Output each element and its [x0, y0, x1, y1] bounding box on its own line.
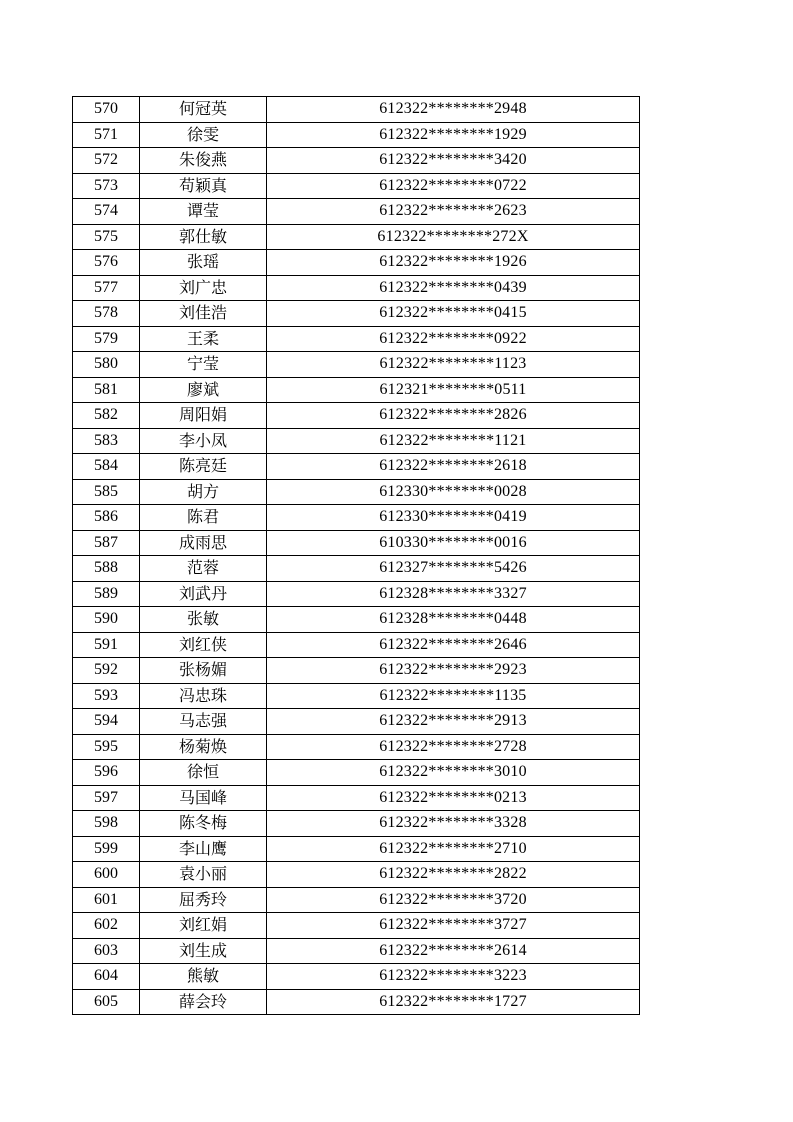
id-number-cell: 612322********2623: [267, 199, 640, 225]
id-number-cell: 612322********1135: [267, 683, 640, 709]
id-number-cell: 612322********2614: [267, 938, 640, 964]
name-cell: 何冠英: [140, 97, 267, 123]
row-number-cell: 588: [73, 556, 140, 582]
table-row: [73, 326, 640, 352]
id-number-cell: 612322********2923: [267, 658, 640, 684]
name-cell: 徐恒: [140, 760, 267, 786]
id-number-cell: 612322********2948: [267, 97, 640, 123]
id-number-cell: 612322********2822: [267, 862, 640, 888]
table-row: [73, 989, 640, 1015]
row-number-cell: 604: [73, 964, 140, 990]
table-row: [73, 811, 640, 837]
name-cell: 刘红侠: [140, 632, 267, 658]
id-number-cell: 612322********0415: [267, 301, 640, 327]
id-number-cell: 612322********2826: [267, 403, 640, 429]
table-row: [73, 403, 640, 429]
row-number-cell: 584: [73, 454, 140, 480]
name-cell: 苟颖真: [140, 173, 267, 199]
row-number-cell: 600: [73, 862, 140, 888]
table-row: [73, 352, 640, 378]
table-row: [73, 938, 640, 964]
table-row: [73, 505, 640, 531]
row-number-cell: 581: [73, 377, 140, 403]
id-number-cell: 612322********1926: [267, 250, 640, 276]
name-cell: 马国峰: [140, 785, 267, 811]
table-row: [73, 785, 640, 811]
id-number-cell: 612322********3328: [267, 811, 640, 837]
id-number-cell: 612321********0511: [267, 377, 640, 403]
row-number-cell: 602: [73, 913, 140, 939]
name-cell: 李小凤: [140, 428, 267, 454]
table-row: [73, 836, 640, 862]
table-row: [73, 887, 640, 913]
row-number-cell: 577: [73, 275, 140, 301]
table-row: [73, 530, 640, 556]
name-cell: 朱俊燕: [140, 148, 267, 174]
name-cell: 胡方: [140, 479, 267, 505]
name-cell: 范蓉: [140, 556, 267, 582]
id-number-cell: 612322********1727: [267, 989, 640, 1015]
row-number-cell: 599: [73, 836, 140, 862]
id-number-cell: 612322********0922: [267, 326, 640, 352]
table-row: [73, 760, 640, 786]
name-cell: 杨菊焕: [140, 734, 267, 760]
id-number-cell: 612330********0419: [267, 505, 640, 531]
table-row: [73, 581, 640, 607]
table-row: [73, 479, 640, 505]
name-cell: 陈君: [140, 505, 267, 531]
name-cell: 王柔: [140, 326, 267, 352]
name-cell: 郭仕敏: [140, 224, 267, 250]
row-number-cell: 595: [73, 734, 140, 760]
table-row: [73, 632, 640, 658]
row-number-cell: 593: [73, 683, 140, 709]
row-number-cell: 575: [73, 224, 140, 250]
row-number-cell: 570: [73, 97, 140, 123]
table-row: [73, 301, 640, 327]
id-number-cell: 612322********1121: [267, 428, 640, 454]
row-number-cell: 573: [73, 173, 140, 199]
name-cell: 成雨思: [140, 530, 267, 556]
roster-sheet: [72, 96, 640, 1015]
row-number-cell: 603: [73, 938, 140, 964]
id-number-cell: 612322********3223: [267, 964, 640, 990]
id-number-cell: 612322********0722: [267, 173, 640, 199]
row-number-cell: 587: [73, 530, 140, 556]
row-number-cell: 571: [73, 122, 140, 148]
name-cell: 刘广忠: [140, 275, 267, 301]
id-number-cell: 612322********3720: [267, 887, 640, 913]
name-cell: 宁莹: [140, 352, 267, 378]
row-number-cell: 572: [73, 148, 140, 174]
row-number-cell: 596: [73, 760, 140, 786]
row-number-cell: 594: [73, 709, 140, 735]
row-number-cell: 582: [73, 403, 140, 429]
id-number-cell: 612322********0213: [267, 785, 640, 811]
row-number-cell: 598: [73, 811, 140, 837]
id-number-cell: 612322********1929: [267, 122, 640, 148]
row-number-cell: 580: [73, 352, 140, 378]
row-number-cell: 578: [73, 301, 140, 327]
name-cell: 谭莹: [140, 199, 267, 225]
id-number-cell: 612322********2618: [267, 454, 640, 480]
row-number-cell: 589: [73, 581, 140, 607]
table-row: [73, 224, 640, 250]
table-row: [73, 964, 640, 990]
row-number-cell: 576: [73, 250, 140, 276]
row-number-cell: 601: [73, 887, 140, 913]
table-row: [73, 275, 640, 301]
table-row: [73, 122, 640, 148]
table-row: [73, 377, 640, 403]
name-cell: 薛会玲: [140, 989, 267, 1015]
name-cell: 刘生成: [140, 938, 267, 964]
table-row: [73, 556, 640, 582]
name-cell: 陈亮廷: [140, 454, 267, 480]
name-cell: 廖斌: [140, 377, 267, 403]
name-cell: 张杨媚: [140, 658, 267, 684]
row-number-cell: 592: [73, 658, 140, 684]
name-cell: 冯忠珠: [140, 683, 267, 709]
id-number-cell: 612322********2710: [267, 836, 640, 862]
table-row: [73, 862, 640, 888]
id-number-cell: 612322********3010: [267, 760, 640, 786]
name-cell: 李山鹰: [140, 836, 267, 862]
roster-table-body: [73, 97, 640, 1015]
roster-table: [72, 96, 640, 1015]
name-cell: 陈冬梅: [140, 811, 267, 837]
id-number-cell: 612322********272X: [267, 224, 640, 250]
name-cell: 屈秀玲: [140, 887, 267, 913]
table-row: [73, 148, 640, 174]
table-row: [73, 734, 640, 760]
id-number-cell: 612322********1123: [267, 352, 640, 378]
table-row: [73, 683, 640, 709]
id-number-cell: 612328********0448: [267, 607, 640, 633]
row-number-cell: 579: [73, 326, 140, 352]
row-number-cell: 591: [73, 632, 140, 658]
name-cell: 刘红娟: [140, 913, 267, 939]
table-row: [73, 250, 640, 276]
row-number-cell: 583: [73, 428, 140, 454]
table-row: [73, 97, 640, 123]
id-number-cell: 612322********0439: [267, 275, 640, 301]
id-number-cell: 612322********3727: [267, 913, 640, 939]
name-cell: 刘武丹: [140, 581, 267, 607]
row-number-cell: 597: [73, 785, 140, 811]
id-number-cell: 612330********0028: [267, 479, 640, 505]
name-cell: 张瑶: [140, 250, 267, 276]
id-number-cell: 612327********5426: [267, 556, 640, 582]
name-cell: 周阳娟: [140, 403, 267, 429]
name-cell: 张敏: [140, 607, 267, 633]
name-cell: 熊敏: [140, 964, 267, 990]
name-cell: 马志强: [140, 709, 267, 735]
id-number-cell: 612322********3420: [267, 148, 640, 174]
row-number-cell: 605: [73, 989, 140, 1015]
row-number-cell: 574: [73, 199, 140, 225]
id-number-cell: 612328********3327: [267, 581, 640, 607]
table-row: [73, 454, 640, 480]
table-row: [73, 428, 640, 454]
table-row: [73, 607, 640, 633]
name-cell: 刘佳浩: [140, 301, 267, 327]
row-number-cell: 590: [73, 607, 140, 633]
name-cell: 徐雯: [140, 122, 267, 148]
id-number-cell: 612322********2646: [267, 632, 640, 658]
table-row: [73, 658, 640, 684]
table-row: [73, 199, 640, 225]
row-number-cell: 586: [73, 505, 140, 531]
id-number-cell: 612322********2728: [267, 734, 640, 760]
id-number-cell: 612322********2913: [267, 709, 640, 735]
table-row: [73, 709, 640, 735]
row-number-cell: 585: [73, 479, 140, 505]
table-row: [73, 173, 640, 199]
id-number-cell: 610330********0016: [267, 530, 640, 556]
table-row: [73, 913, 640, 939]
name-cell: 袁小丽: [140, 862, 267, 888]
